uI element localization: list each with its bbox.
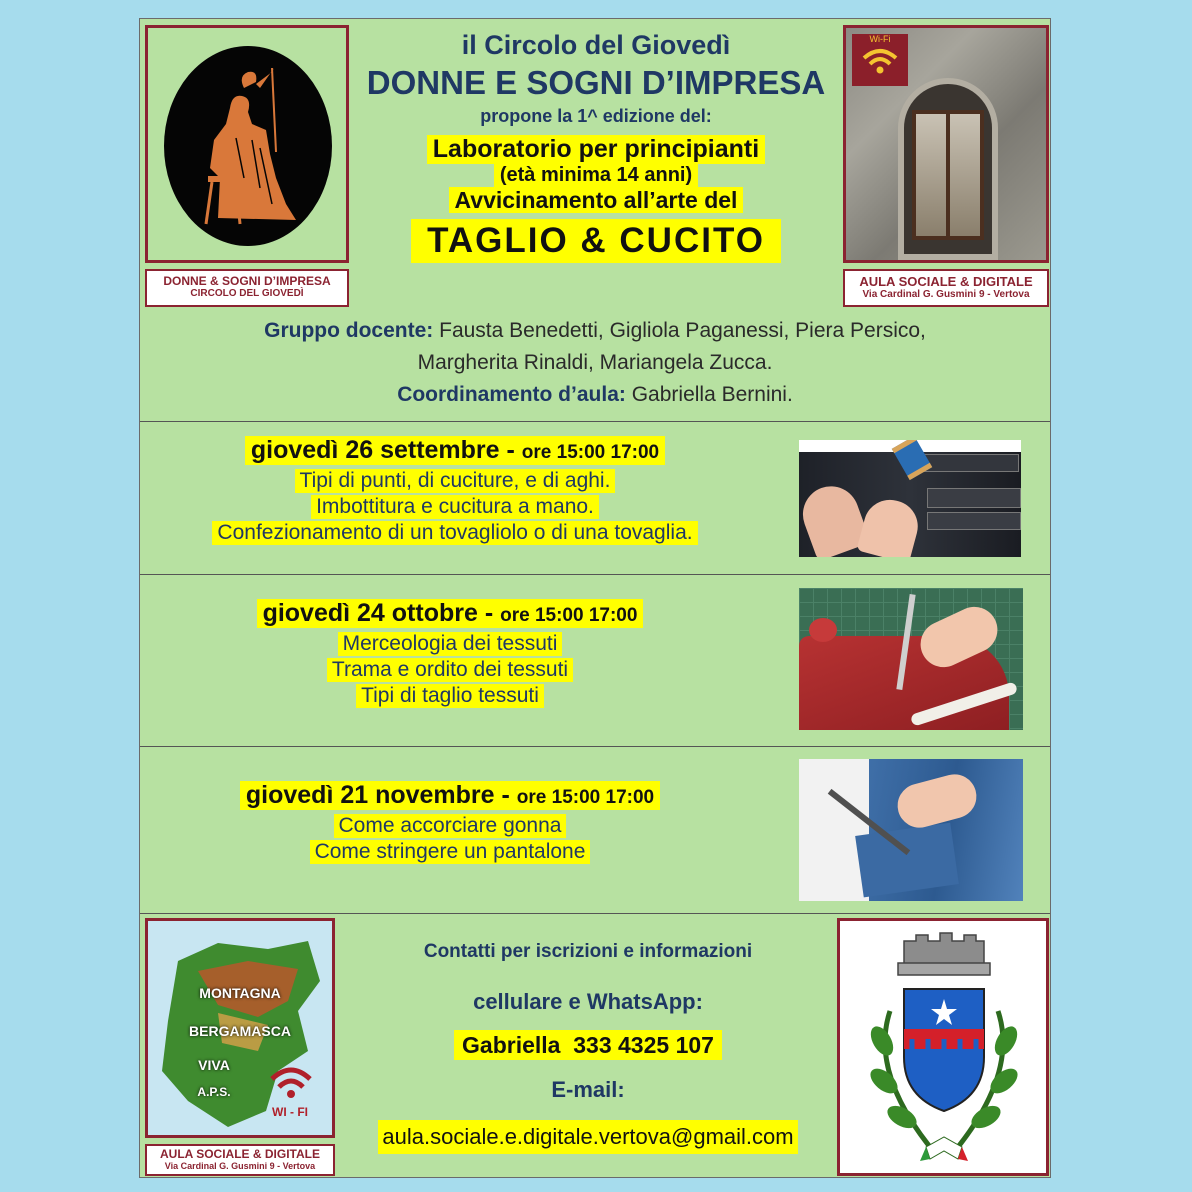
teachers-label: Gruppo docente: (264, 319, 434, 342)
lesson-3-sep: - (494, 781, 517, 809)
wifi-badge-label: Wi-Fi (869, 34, 891, 44)
email-address[interactable]: aula.sociale.e.digitale.vertova@gmail.com (378, 1120, 797, 1153)
lesson-1-heading (245, 436, 665, 465)
map-text-line1: MONTAGNA (199, 985, 281, 1001)
lesson-1-date: giovedì 26 settembre (250, 436, 500, 464)
lesson-1-sep: - (499, 436, 522, 464)
coat-of-arms-frame (837, 918, 1049, 1176)
lesson-2-topic-3 (170, 684, 730, 708)
proposes-text: propone la 1^ edizione del: (480, 106, 712, 126)
right-caption-line2: Via Cardinal G. Gusmini 9 - Vertova (862, 289, 1030, 300)
map-text-line2: BERGAMASCA (189, 1023, 291, 1039)
map-caption-line2: Via Cardinal G. Gusmini 9 - Vertova (164, 1161, 316, 1171)
hand-sewing-photo (799, 440, 1021, 557)
stitch-sample-3 (927, 512, 1021, 530)
footer-section (140, 913, 1050, 1179)
map-wifi-label: WI - FI (272, 1105, 308, 1119)
map-text-line3: VIVA (198, 1057, 230, 1073)
pin-cushion (809, 618, 837, 642)
greek-vase-woman-icon (148, 28, 346, 260)
map-text-line4: A.P.S. (197, 1085, 231, 1099)
wifi-badge (852, 34, 908, 86)
phone-line (340, 1030, 836, 1060)
coord-name: Gabriella Bernini. (631, 383, 793, 406)
lesson-section-1 (140, 421, 1050, 574)
lesson-3-time: ore 15:00 17:00 (516, 787, 655, 808)
lesson-2-heading (257, 599, 644, 628)
lesson-1-topic-3 (160, 521, 750, 545)
coord-label: Coordinamento d’aula: (397, 383, 626, 406)
lesson-2-sep: - (477, 599, 501, 627)
jeans-hemming-photo (799, 759, 1023, 901)
lesson-1-topic-2-text: Imbottitura e cucitura a mano. (311, 495, 599, 519)
lesson-3-text (170, 781, 730, 864)
lesson-2-topic-1 (170, 632, 730, 656)
right-logo-caption (843, 269, 1049, 307)
lesson-section-3 (140, 746, 1050, 913)
approach-text: Avvicinamento all’arte del (449, 187, 744, 213)
map-logo-caption (145, 1144, 335, 1176)
wifi-icon (860, 44, 900, 76)
vertova-coat-of-arms-icon (840, 921, 1046, 1173)
right-photo-frame (843, 25, 1049, 263)
lesson-1-topic-3-text: Confezionamento di un tovagliolo o di una tovaglia. (212, 521, 697, 545)
left-caption-line2: CIRCOLO DEL GIOVEDÌ (190, 288, 304, 299)
approach-line (352, 187, 840, 213)
phone-number[interactable]: Gabriella 333 4325 107 (454, 1030, 722, 1060)
header-section (140, 19, 1050, 421)
map-logo-frame (145, 918, 335, 1138)
door-divider (946, 110, 950, 240)
lab-title: Laboratorio per principianti (427, 135, 765, 164)
email-label: E-mail: (551, 1077, 625, 1103)
teachers-names-2: Margherita Rinaldi, Mariangela Zucca. (417, 351, 773, 374)
left-logo-frame (145, 25, 349, 263)
lesson-1-topic-1-text: Tipi di punti, di cuciture, e di aghi. (295, 469, 616, 493)
denim-hem (855, 823, 959, 898)
lesson-3-topic-2-text: Come stringere un pantalone (310, 840, 591, 864)
lesson-2-time: ore 15:00 17:00 (500, 605, 638, 626)
lesson-3-date: giovedì 21 novembre (245, 781, 495, 809)
email-line (340, 1120, 836, 1153)
lesson-3-topic-1-text: Come accorciare gonna (334, 814, 567, 838)
association-title: DONNE E SOGNI D’IMPRESA (366, 64, 826, 101)
lesson-2-text (170, 599, 730, 708)
map-caption-line1: AULA SOCIALE & DIGITALE (160, 1147, 320, 1161)
poster (139, 18, 1051, 1178)
lesson-2-date: giovedì 24 ottobre (262, 599, 478, 627)
lesson-2-topic-3-text: Tipi di taglio tessuti (356, 684, 544, 708)
teachers-line3 (140, 379, 1050, 411)
lesson-1-time: ore 15:00 17:00 (521, 442, 660, 463)
teachers-names-1: Fausta Benedetti, Gigliola Paganessi, Piera Persico, (439, 319, 926, 342)
lesson-section-2 (140, 574, 1050, 746)
course-title: TAGLIO & CUCITO (411, 219, 781, 263)
lesson-3-topic-1 (170, 814, 730, 838)
lesson-2-topic-2-text: Trama e ordito dei tessuti (327, 658, 573, 682)
stitch-sample-2 (927, 488, 1021, 508)
teachers-line1 (140, 315, 1050, 347)
lesson-1-text (160, 436, 750, 545)
stitch-sample-1 (917, 454, 1019, 472)
lesson-2-topic-2 (170, 658, 730, 682)
course-line (352, 219, 840, 263)
lab-line (352, 135, 840, 164)
map-wifi-icon (268, 1061, 314, 1101)
right-caption-line1: AULA SOCIALE & DIGITALE (859, 274, 1033, 289)
contacts-title: Contatti per iscrizioni e informazioni (423, 941, 753, 962)
header-titles (352, 27, 840, 263)
lesson-1-topic-1 (160, 469, 750, 493)
age-text: (età minima 14 anni) (494, 164, 698, 187)
phone-label: cellulare e WhatsApp: (473, 989, 703, 1014)
left-logo-caption (145, 269, 349, 307)
left-caption-line1: DONNE & SOGNI D’IMPRESA (163, 274, 331, 288)
teachers-block (140, 315, 1050, 411)
lesson-1-topic-2 (160, 495, 750, 519)
fabric-cutting-photo (799, 588, 1023, 730)
lesson-3-heading (240, 781, 660, 810)
lesson-2-topic-1-text: Merceologia dei tessuti (338, 632, 563, 656)
contacts-block (340, 938, 836, 1154)
lesson-3-topic-2 (170, 840, 730, 864)
age-line (352, 164, 840, 187)
circle-title: il Circolo del Giovedì (461, 30, 731, 60)
